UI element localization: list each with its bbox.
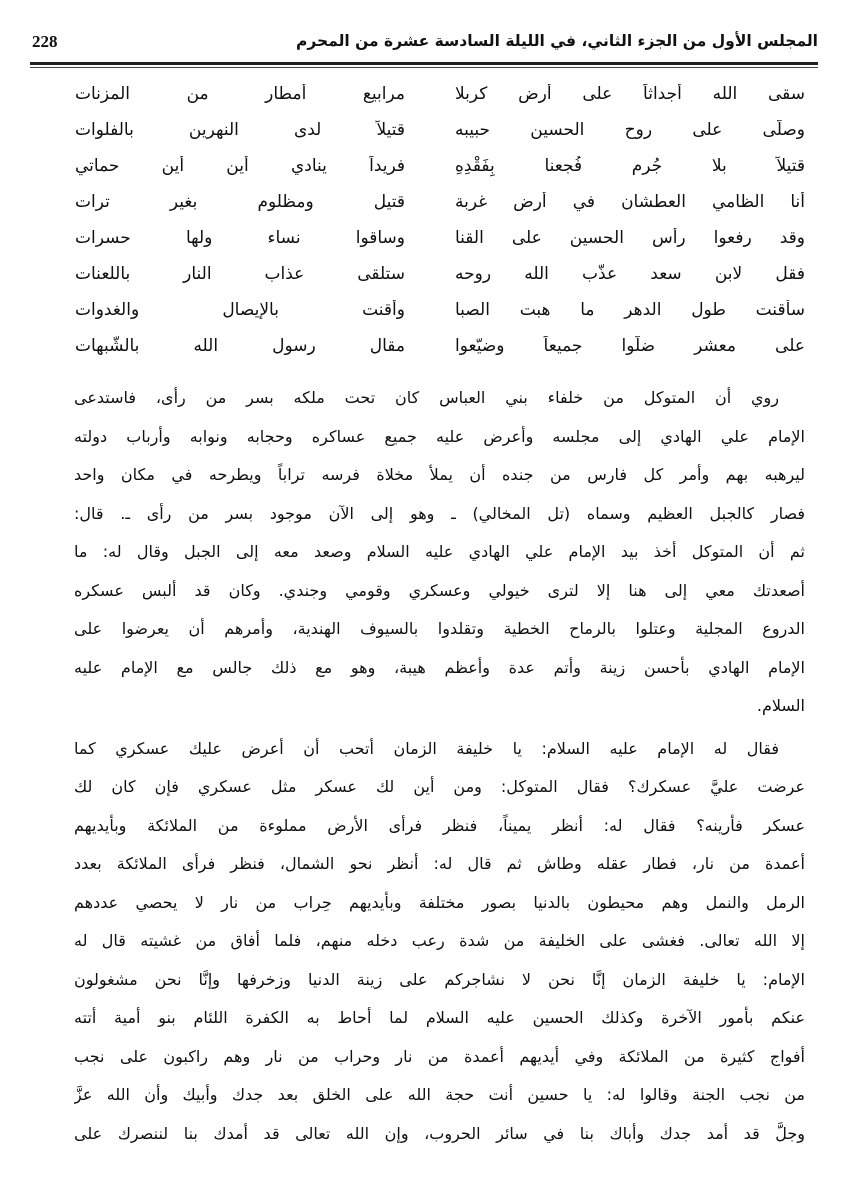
- verse-line: [70, 116, 805, 152]
- hemistich-first: على معشر ضلّوا جميعاً وضيّعوا: [455, 336, 805, 356]
- hemistich-first: سأقنت طول الدهر ما هبت الصبا: [455, 300, 805, 320]
- hemistich-first: أنا الظامي العطشان في أرض غربة: [455, 192, 805, 212]
- verse-line: [70, 152, 805, 188]
- running-header: [30, 30, 818, 58]
- text-line: ثم أن المتوكل أخذ بيد الإمام علي الهادي عليه السلام وصعد معه إلى الجبل وقال له: ما: [74, 542, 805, 561]
- text-line: السلام.: [756, 696, 805, 715]
- text-line: وجلَّ قد أمد جدك وأباك بنا في سائر الحروب، وإن الله تعالى قد أمدك بنا لننصرك على: [74, 1123, 805, 1143]
- verse-line: [70, 224, 805, 260]
- text-line: الإمام: يا خليفة الزمان إنَّا نحن لا نشاجركم على زينة الدنيا وزخرفها وإنَّا نحن مشغولون: [74, 969, 805, 989]
- text-line: عسكر فأرينه؟ فقال له: أنظر يميناً، فنظر فرأى الأرض مملوءة من الملائكة وبأيديهم: [74, 815, 805, 835]
- text-line: أفواج كثيرة من الملائكة وفي أيديهم أعمدة من نار وحراب من نار وهم راكبون على نجب: [74, 1046, 805, 1066]
- hemistich-second: مرابيع أمطار من المزنات: [75, 84, 405, 104]
- verse-line: [70, 332, 805, 368]
- header-rule-thin: [30, 67, 818, 68]
- hemistich-first: قتيلاً بلا جُرم فُجعنا بِفَقْدِهِ: [455, 156, 805, 176]
- hemistich-first: وصلّى على روح الحسين حبيبه: [455, 120, 805, 140]
- text-line: الرمل والنمل وهم محيطون بالدنيا بصور مختلفة وبأيديهم حِراب من نار لا يحصي عددهم: [74, 892, 805, 912]
- paragraph: [74, 731, 805, 1155]
- verse-line: [70, 188, 805, 224]
- text-line: روي أن المتوكل من خلفاء بني العباس كان تحت ملكه بسر من رأى، فاستدعى: [74, 388, 779, 407]
- text-line: فقال له الإمام عليه السلام: يا خليفة الزمان أتحب أن أعرض عليك عسكري كما: [74, 738, 779, 758]
- hemistich-second: قتيلاً لدى النهرين بالفلوات: [75, 120, 405, 140]
- paragraph: [74, 380, 805, 727]
- text-line: أصعدتك معي إلى هنا إلا لترى خيولي وعسكري وقومي وجندي. وكان قد ألبس عسكره: [74, 580, 805, 600]
- hemistich-second: ستلقى عذاب النار باللعنات: [75, 264, 405, 284]
- text-line: ليرهبه بهم وأمر كل فارس من جنده أن يملأ مخلاة فرسه تراباً ويطرحه في مكان واحد: [74, 465, 805, 484]
- text-line: فصار كالجبل العظيم وسماه (تل المخالي) ـ وهو إلى الآن موجود بسر من رأى ـ. قال:: [74, 503, 805, 523]
- prose-body: [74, 380, 805, 1158]
- hemistich-first: فقل لابن سعد عذَّب الله روحه: [455, 264, 805, 284]
- hemistich-second: مقال رسول الله بالشُّبهات: [75, 336, 405, 356]
- page-number: 228: [32, 32, 58, 51]
- text-line: الإمام الهادي بأحسن زينة وأتم عدة وأعظم هيبة، وهو مع ذلك جالس مع الإمام عليه: [74, 657, 805, 677]
- text-line: من نجب الجنة وقالوا له: يا حسين أنت حجة الله على الخلق بعد جدك وأبيك وأن الله عزَّ: [74, 1085, 805, 1104]
- hemistich-second: قتيل ومظلوم بغير ترات: [75, 192, 405, 212]
- hemistich-first: سقى الله أجداثاً على أرض كربلا: [455, 84, 805, 104]
- verse-line: [70, 260, 805, 296]
- text-line: الإمام علي الهادي إلى مجلسه وأعرض عليه جميع عساكره وحجابه ونوابه وأرباب دولته: [74, 426, 805, 446]
- hemistich-first: وقد رفعوا رأس الحسين على القنا: [455, 228, 805, 248]
- text-line: أعمدة من نار، فطار عقله وطاش ثم قال له: أنظر نحو الشمال، فنظر فرأى الملائكة بعدد: [74, 854, 805, 873]
- text-line: عنكم بأمور الآخرة وكذلك الحسين عليه السلام لما أحاط به الكفرة اللئام بنو أمية أتته: [74, 1008, 805, 1027]
- running-title: المجلس الأول من الجزء الثاني، في الليلة السادسة عشرة من المحرم: [296, 32, 818, 50]
- verse-line: [70, 296, 805, 332]
- poem: [70, 80, 805, 368]
- hemistich-second: وأقنت بالإيصال والغدوات: [75, 300, 405, 320]
- hemistich-second: فريداً ينادي أين أين حماتي: [75, 156, 405, 176]
- text-line: الدروع المجلية وعتلوا بالرماح الخطية وتقلدوا بالسيوف الهندية، وأمرهم أن يعرضوا على: [74, 619, 805, 638]
- verse-line: [70, 80, 805, 116]
- text-line: عرضت عليَّ عسكرك؟ فقال المتوكل: ومن أين لك عسكر مثل عسكري فإن كان لك: [74, 777, 805, 796]
- hemistich-second: وساقوا نساء ولها حسرات: [75, 228, 405, 248]
- text-line: إلا الله تعالى. فغشى على الخليفة من شدة رعب دخله منهم، فلما أفاق من غشيته قال له: [74, 931, 805, 950]
- header-rule-thick: [30, 62, 818, 65]
